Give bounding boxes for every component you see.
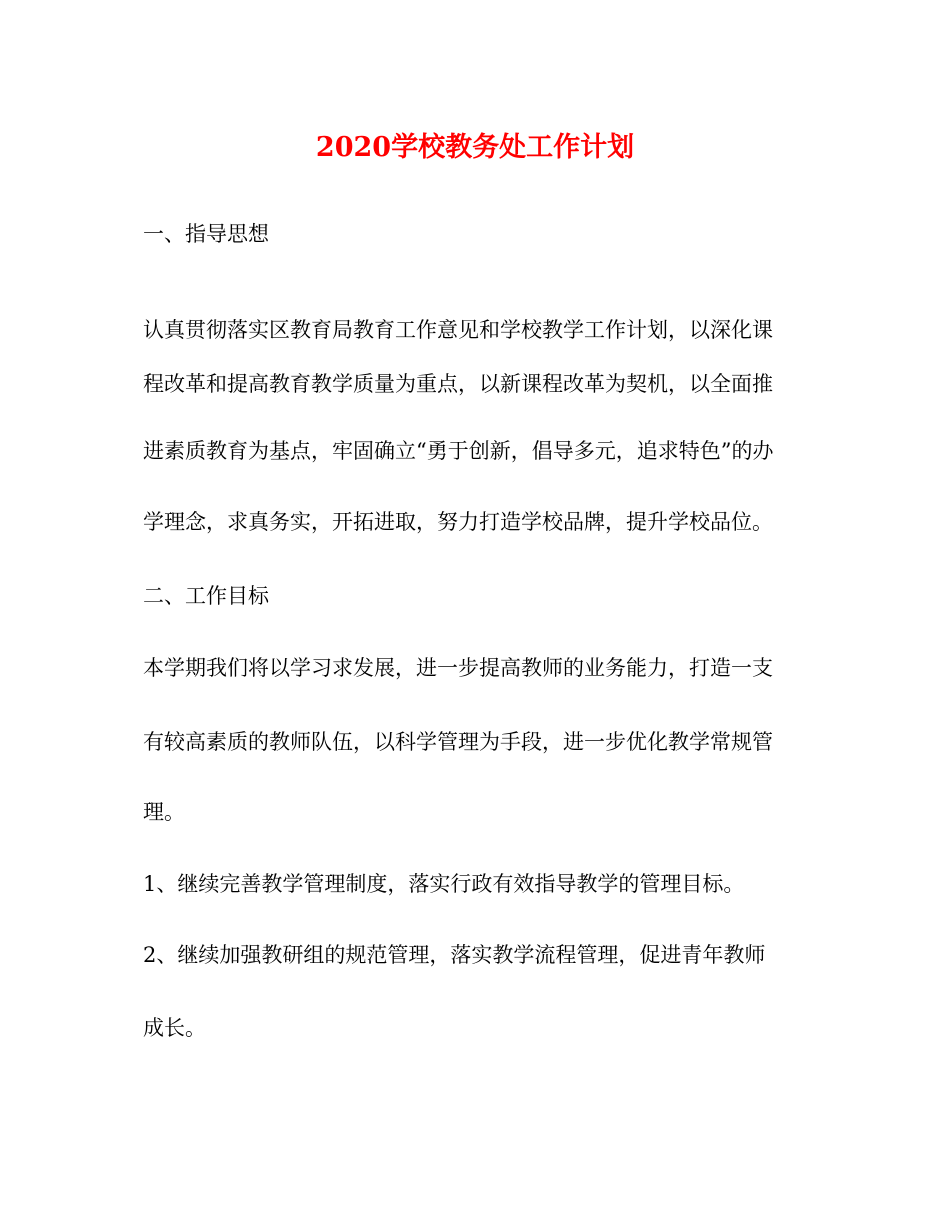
paragraph-line: 有较高素质的教师队伍，以科学管理为手段，进一步优化教学常规管 xyxy=(143,730,773,754)
paragraph-line: 本学期我们将以学习求发展，进一步提高教师的业务能力，打造一支 xyxy=(143,656,773,680)
section-heading-guiding-ideology: 一、指导思想 xyxy=(143,222,269,246)
paragraph-line: 成长。 xyxy=(143,1016,206,1040)
list-item-2: 2、继续加强教研组的规范管理，落实教学流程管理，促进青年教师 xyxy=(143,943,766,967)
section-heading-work-goals: 二、工作目标 xyxy=(143,584,269,608)
paragraph-line: 程改革和提高教育教学质量为重点，以新课程改革为契机，以全面推 xyxy=(143,372,773,396)
document-title: 2020学校教务处工作计划 xyxy=(315,132,635,163)
paragraph-line: 进素质教育为基点，牢固确立“勇于创新，倡导多元，追求特色”的办 xyxy=(143,439,774,463)
paragraph-line: 理。 xyxy=(143,800,185,824)
paragraph-line: 学理念，求真务实，开拓进取，努力打造学校品牌，提升学校品位。 xyxy=(143,510,773,534)
paragraph-line: 认真贯彻落实区教育局教育工作意见和学校教学工作计划，以深化课 xyxy=(143,318,773,342)
list-item-1: 1、继续完善教学管理制度，落实行政有效指导教学的管理目标。 xyxy=(143,872,745,896)
